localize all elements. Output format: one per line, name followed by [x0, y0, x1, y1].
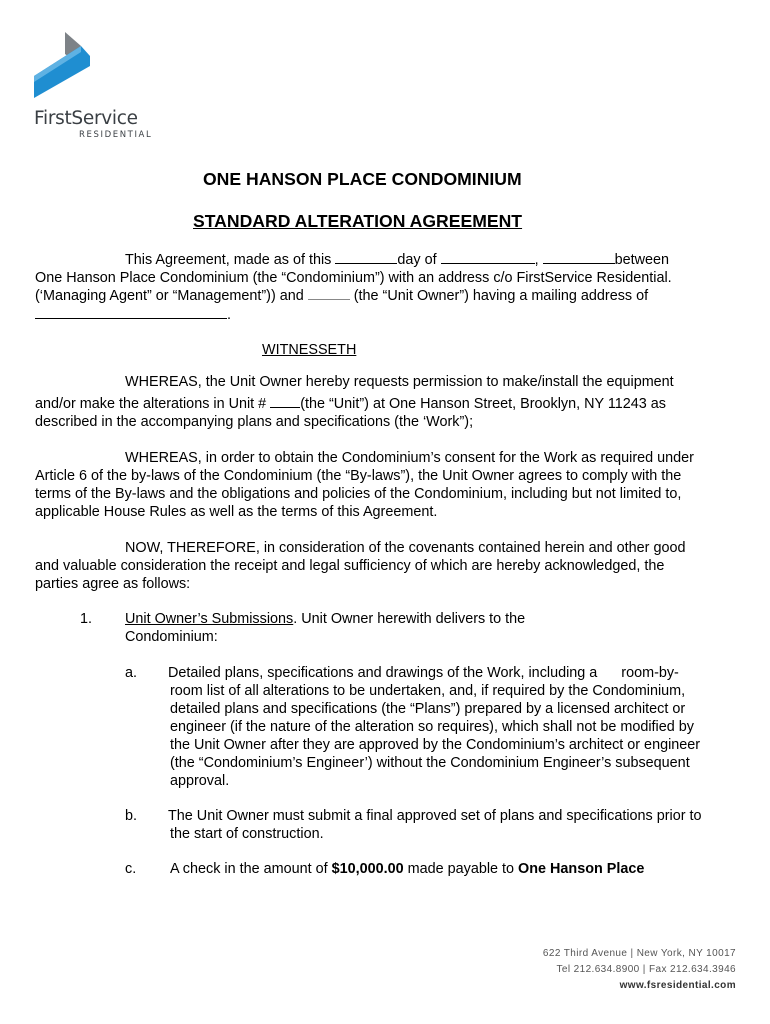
- mailing-address-field[interactable]: [35, 306, 227, 319]
- whereas-2-line: WHEREAS, in order to obtain the Condominium’s consent for the Work as required under: [125, 450, 694, 466]
- item-1-line-1: [125, 610, 525, 628]
- intro-text: This Agreement, made as of this: [125, 252, 332, 268]
- whereas-1-line-1: WHEREAS, the Unit Owner hereby requests permission to make/install the equipment: [125, 374, 674, 390]
- date-month-field[interactable]: [441, 251, 535, 264]
- intro-text: (the “Unit Owner”) having a mailing address of: [353, 288, 649, 304]
- document-subtitle: STANDARD ALTERATION AGREEMENT: [193, 211, 523, 231]
- item-1-text: . Unit Owner herewith delivers to the: [293, 611, 526, 627]
- witnesseth-heading: WITNESSETH: [262, 342, 357, 358]
- firstservice-logo: [34, 32, 154, 142]
- sub-a-line: room list of all alterations to be undertaken, and, if required by the Condominium,: [170, 683, 686, 699]
- intro-text: day of: [397, 252, 437, 268]
- firstservice-logo-icon: [34, 32, 90, 98]
- intro-text: between: [614, 252, 669, 268]
- sub-a-line: approval.: [170, 773, 230, 789]
- sub-b-line: The Unit Owner must submit a final approved set of plans and specifications prior to: [168, 808, 702, 824]
- unit-owner-name-field[interactable]: [308, 287, 350, 300]
- whereas-text: (the “Unit”) at One Hanson Street, Brooklyn, NY 11243 as: [300, 396, 666, 412]
- now-therefore-line: and valuable consideration the receipt and legal sufficiency of which are hereby acknowledged, the: [35, 558, 665, 574]
- sub-c-text: A check in the amount of: [170, 861, 328, 877]
- sub-c-text: made payable to: [407, 861, 515, 877]
- date-day-field[interactable]: [335, 251, 397, 264]
- intro-line-4: [35, 306, 231, 324]
- now-therefore-line: NOW, THEREFORE, in consideration of the covenants contained herein and other good: [125, 540, 686, 556]
- whereas-2-line: applicable House Rules as well as the terms of this Agreement.: [35, 504, 438, 520]
- footer-address: 622 Third Avenue | New York, NY 10017: [542, 948, 736, 959]
- deposit-amount: $10,000.00: [331, 861, 404, 877]
- item-1-heading: Unit Owner’s Submissions: [125, 611, 294, 627]
- unit-number-field[interactable]: [270, 395, 300, 408]
- brand-subtitle: RESIDENTIAL: [79, 130, 153, 140]
- sub-b-line: the start of construction.: [170, 826, 324, 842]
- sub-a-line: (the “Condominium’s Engineer’) without the Condominium Engineer’s subsequent: [170, 755, 690, 771]
- intro-line-1: [125, 251, 669, 269]
- whereas-2-line: Article 6 of the by-laws of the Condominium (the “By-laws”), the Unit Owner agrees to comply with the: [35, 468, 682, 484]
- whereas-text: and/or make the alterations in Unit #: [35, 396, 267, 412]
- date-year-field[interactable]: [543, 251, 615, 264]
- whereas-2-line: terms of the By-laws and the obligations and policies of the Condominium, including but not limited to,: [35, 486, 682, 502]
- payee-name: One Hanson Place: [518, 861, 645, 877]
- sub-a-line: detailed plans and specifications (the “Plans”) prepared by a licensed architect or: [170, 701, 686, 717]
- brand-name: FirstService: [34, 108, 138, 129]
- sub-c-label: c.: [125, 861, 137, 877]
- footer-website[interactable]: www.fsresidential.com: [619, 980, 736, 991]
- whereas-1-line-3: described in the accompanying plans and specifications (the ‘Work”);: [35, 414, 474, 430]
- whereas-1-line-2: [35, 395, 666, 413]
- footer-phone: Tel 212.634.8900 | Fax 212.634.3946: [556, 964, 736, 975]
- item-1-number: 1.: [80, 611, 93, 627]
- sub-a-line: Detailed plans, specifications and drawings of the Work, including a room-by-: [168, 665, 679, 681]
- sub-a-line: engineer (if the nature of the alteration so requires), which shall not be modified by: [170, 719, 694, 735]
- intro-text: (‘Managing Agent” or “Management”)) and: [35, 288, 304, 304]
- document-title: ONE HANSON PLACE CONDOMINIUM: [203, 169, 522, 189]
- intro-text: .: [227, 307, 231, 323]
- sub-a-line: the Unit Owner after they are approved by the Condominium’s architect or engineer: [170, 737, 701, 753]
- intro-line-3: [35, 287, 648, 305]
- sub-a-label: a.: [125, 665, 138, 681]
- sub-c-line: [170, 860, 644, 878]
- intro-line-2: One Hanson Place Condominium (the “Condominium”) with an address c/o FirstService Residential.: [35, 270, 672, 286]
- now-therefore-line: parties agree as follows:: [35, 576, 191, 592]
- item-1-line-2: Condominium:: [125, 629, 218, 645]
- sub-b-label: b.: [125, 808, 138, 824]
- intro-text: ,: [534, 252, 539, 268]
